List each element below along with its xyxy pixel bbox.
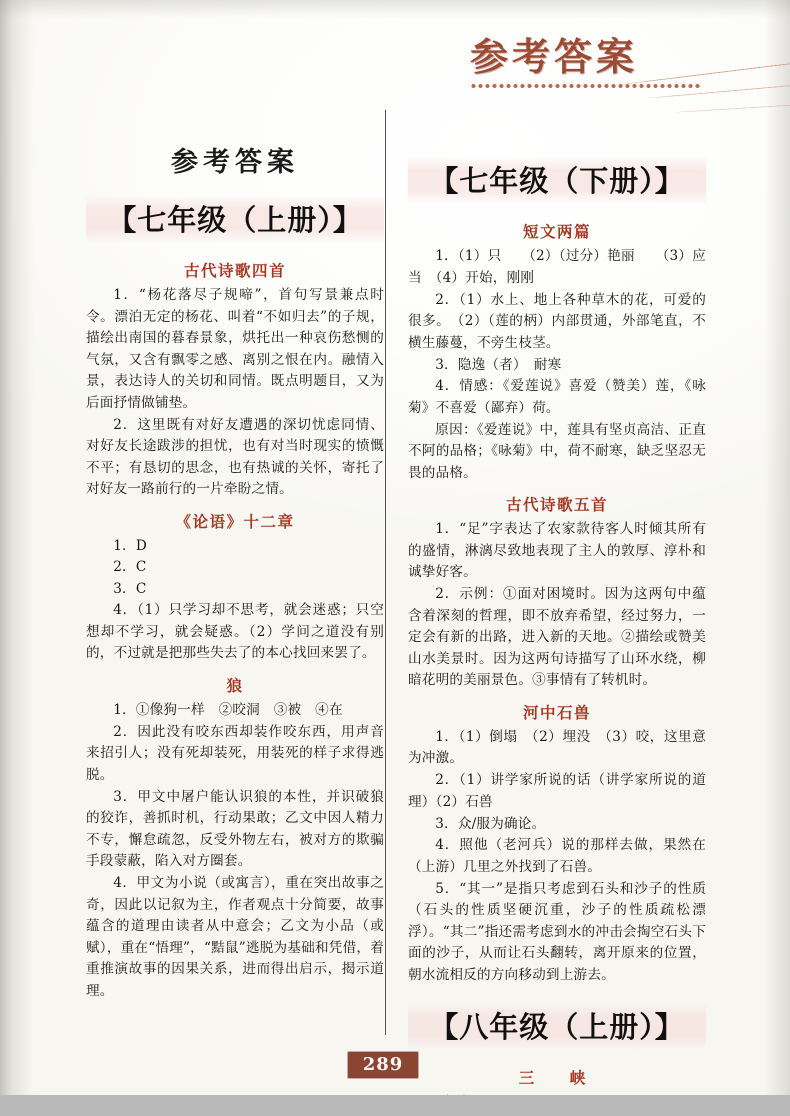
answer-item: 3．隐逸（者） 耐寒 <box>435 356 562 373</box>
grade-band-seven-volume-two: 【七年级（下册）】 <box>408 156 706 204</box>
lesson-title-ancient-poems-four: 古代诗歌四首 <box>183 261 286 280</box>
masthead-dot-rule <box>470 83 702 89</box>
right-column <box>408 140 706 1114</box>
page-edge-shadow-right <box>764 0 790 1095</box>
answer-item: 3．C <box>113 580 147 597</box>
page-title: 参考答案 <box>171 147 299 178</box>
answer-paragraph: 2．这里既有对好友遭遇的深切忧虑同情、对好友长途跋涉的担忧，也有对当时现实的愤慨不平；有恳切的思念，也有热诚的关怀，寄托了对好友一路前行的一片牵盼之情。 <box>86 416 384 497</box>
answer-paragraph: 4．情感：《爱莲说》喜爱（赞美）莲，《咏菊》不喜爱（鄙弃）荷。 <box>408 378 706 416</box>
answer-paragraph: 2．（1）讲学家所说的话（讲学家所说的道理）（2）石兽 <box>408 772 706 810</box>
grade-band-eight-volume-one: 【八年级（上册）】 <box>408 1002 706 1050</box>
answer-paragraph: 2．因此没有咬东西却装作咬东西，用声音来招引人；没有死却装死，用装死的样子求得逃脱。 <box>86 723 384 783</box>
answer-item: 1．D <box>113 537 147 554</box>
book-gutter-shadow <box>0 0 34 1095</box>
answer-paragraph: 原因：《爱莲说》中，莲具有坚贞高洁、正直不阿的品格；《咏菊》中，荷不耐寒，缺乏坚忍无畏的品格。 <box>408 421 706 481</box>
answer-paragraph: 3．甲文中屠户能认识狼的本性，并识破狼的狡诈，善抓时机，行动果敢；乙文中因人精力不专，懈怠疏忽，反受外物左右，被对方的欺骗手段蒙蔽，陷入对方圈套。 <box>86 788 384 869</box>
page-number: 289 <box>348 1052 418 1078</box>
lesson-title-analects-twelve-chapters: 《论语》十二章 <box>175 511 295 531</box>
answer-paragraph: 4．（1）只学习却不思考，就会迷惑；只空想却不学习，就会疑惑。（2）学问之道没有别的，不过就是把那些失去了的本心找回来罢了。 <box>86 602 384 661</box>
answer-paragraph: 1．“足”字表达了农家款待客人时倾其所有的盛情，淋漓尽致地表现了主人的敦厚、淳朴和诚挚好客。 <box>408 521 706 580</box>
answer-item: 2．C <box>113 559 147 575</box>
lesson-title-wolf: 狼 <box>226 675 244 695</box>
answer-item: 3．众/服为确论。 <box>435 815 546 832</box>
viewport-bottom-strip <box>0 1095 790 1116</box>
answer-paragraph: 4．甲文为小说（或寓言），重在突出故事之奇，因此以记叙为主，作者观点十分简要，故事蕴含的道理由读者从中意会；乙文为小品（或赋），重在“悟理”，“黠鼠”逃脱为基础和凭借，着重推演故事的因果关系，进而得出启示，揭示道理。 <box>86 875 384 999</box>
answer-paragraph: 4．照他（老河兵）说的那样去做，果然在（上游）几里之外找到了石兽。 <box>408 837 706 875</box>
page-edge-shadow-top <box>0 0 790 18</box>
left-column <box>86 140 384 1003</box>
lesson-title-stone-beast-in-river: 河中石兽 <box>522 702 591 722</box>
answer-paragraph: 1．（1）倒塌 （2）埋没 （3）咬，这里意为冲激。 <box>408 728 706 766</box>
masthead <box>470 26 770 96</box>
answer-paragraph: 5．“其一”是指只考虑到石头和沙子的性质（石头的性质坚硬沉重，沙子的性质疏松漂浮）。“其二”指还需考虑到水的冲击会掏空石头下面的沙子，从而让石头翻转，离开原来的位置，朝水流相反的方向移动到上游去。 <box>408 880 706 983</box>
answer-paragraph: 2．（1）水上、地上各种草木的花，可爱的很多。 （2）（莲的柄）内部贯通，外部笔直，不横生藤蔓，不旁生枝茎。 <box>408 291 706 351</box>
grade-band-seven-volume-one: 【七年级（上册）】 <box>86 195 384 243</box>
lesson-title-ancient-poems-five: 古代诗歌五首 <box>505 495 608 514</box>
answer-paragraph: 1．“杨花落尽子规啼”，首句写景兼点时令。漂泊无定的杨花、叫着“不如归去”的子规，描绘出南国的暮春景象，烘托出一种哀伤愁恻的气氛，又含有飘零之感、离别之恨在内。融情入景，表达诗人的关切和同情。既点明题目，又为后面抒情做铺垫。 <box>86 287 384 411</box>
lesson-title-two-short-essays: 短文两篇 <box>522 222 591 241</box>
lesson-title-three-gorges: 三 峡 <box>518 1068 596 1087</box>
answer-paragraph: 2．示例：①面对困境时。因为这两句中蕴含着深刻的哲理，即不放弃希望，经过努力，一定会有新的出路，进入新的天地。②描绘或赞美山水美景时。因为这两句诗描写了山环水绕，柳暗花明的美丽景色。③事情有了转机时。 <box>408 586 706 688</box>
column-divider <box>385 110 386 1035</box>
masthead-title: 参考答案 <box>470 34 639 79</box>
answer-paragraph: 1．（1）只 （2）（过分）艳丽 （3）应当 （4）开始，刚刚 <box>408 248 706 286</box>
answer-paragraph: 1．①像狗一样 ②咬洞 ③被 ④在 <box>113 701 343 718</box>
